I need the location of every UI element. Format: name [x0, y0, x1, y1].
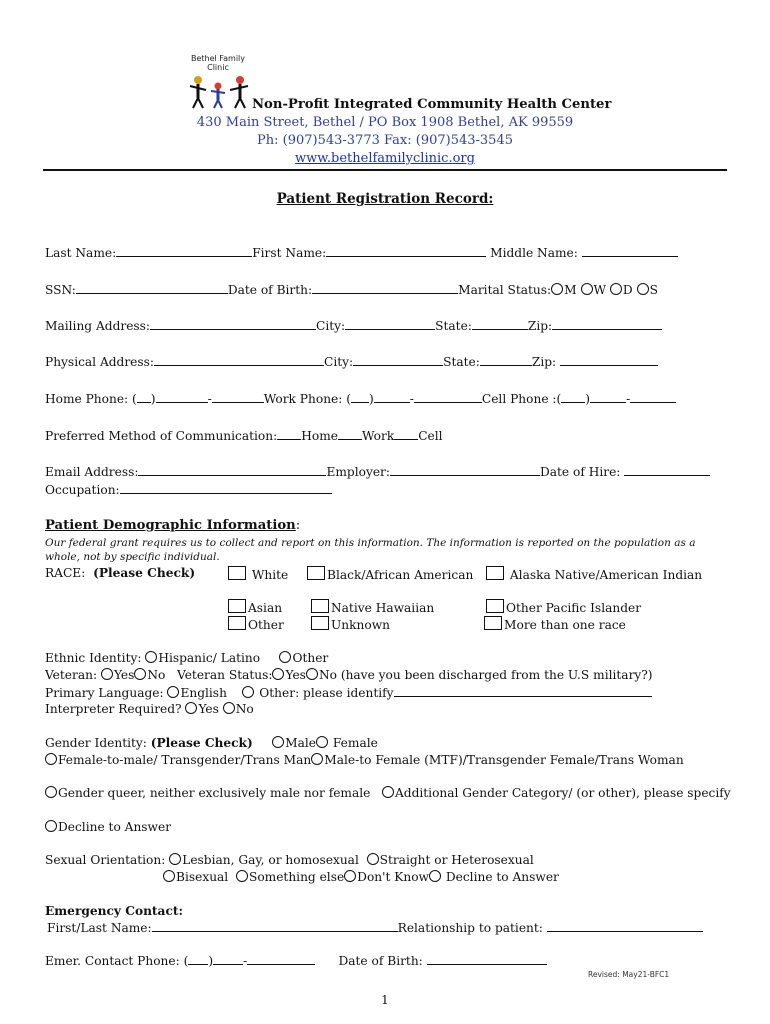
page-number: 1: [381, 993, 389, 1007]
gender-ftm-radio[interactable]: [45, 753, 57, 765]
orientation-row: Sexual Orientation: Lesbian, Gay, or homosexual Straight or Heterosexual: [45, 853, 534, 867]
phone-row: Home Phone: ( ) - Work Phone: ( ) - Cell Phone :( ) -: [45, 391, 676, 406]
interpreter-row: Interpreter Required? Yes No: [45, 702, 254, 716]
logo-text: Bethel Family Clinic: [190, 54, 246, 72]
ssn-row: SSN: Date of Birth: Marital Status: M W D S: [45, 283, 658, 297]
veteran-row: Veteran: Yes No Veteran Status: Yes No (have you been discharged from the U.S military?): [45, 668, 653, 682]
race-alaska-checkbox[interactable]: [486, 566, 504, 580]
physical-zip-field[interactable]: [560, 354, 658, 366]
emergency-name-row: First/Last Name: Relationship to patient:: [47, 920, 703, 935]
header-divider: [43, 169, 727, 171]
veteran-status-yes-radio[interactable]: [272, 668, 284, 680]
race-hawaiian: Native Hawaiian: [311, 599, 434, 615]
gender-decline-radio[interactable]: [45, 820, 57, 832]
home-phone-field-2[interactable]: [212, 391, 264, 403]
emergency-heading: Emergency Contact:: [45, 904, 184, 918]
race-alaska: Alaska Native/American Indian: [486, 566, 702, 582]
emergency-name-field[interactable]: [152, 920, 398, 932]
gender-additional-radio[interactable]: [382, 786, 394, 798]
cell-phone-field-2[interactable]: [630, 391, 676, 403]
race-white-checkbox[interactable]: [228, 566, 246, 580]
physical-row: Physical Address: City: State: Zip:: [45, 354, 658, 369]
gender-row: Gender Identity: (Please Check) Male Female: [45, 736, 378, 750]
race-label: RACE: (Please Check): [45, 566, 196, 580]
orientation-bisexual-radio[interactable]: [163, 870, 175, 882]
communication-row: Preferred Method of Communication: Home Work Cell: [45, 429, 443, 443]
org-phone: Ph: (907)543-3773 Fax: (907)543-3545: [257, 133, 513, 148]
ssn-field[interactable]: [76, 282, 228, 294]
orientation-row-2: Bisexual Something else Don't Know Decline to Answer: [163, 870, 559, 884]
race-asian: Asian: [228, 599, 282, 615]
cell-phone-field[interactable]: [590, 391, 626, 403]
home-area-code-field[interactable]: [137, 391, 151, 403]
marital-d-radio[interactable]: [610, 283, 622, 295]
marital-m-radio[interactable]: [551, 283, 563, 295]
occupation-row: Occupation:: [45, 482, 332, 497]
date-of-hire-field[interactable]: [624, 464, 710, 476]
middle-name-field[interactable]: [582, 245, 678, 257]
orientation-dont-know-radio[interactable]: [344, 870, 356, 882]
dob-field[interactable]: [312, 282, 458, 294]
occupation-field[interactable]: [120, 482, 332, 494]
revised-note: Revised: May21-BFC1: [588, 970, 670, 979]
veteran-no-radio[interactable]: [134, 668, 146, 680]
race-more: More than one race: [484, 616, 626, 632]
race-unknown-checkbox[interactable]: [311, 616, 329, 630]
orientation-straight-radio[interactable]: [367, 853, 379, 865]
demographics-note: Our federal grant requires us to collect and report on this information. The information is reported on the population as a whole, not by specific individual.: [45, 537, 696, 563]
gender-male-radio[interactable]: [272, 736, 284, 748]
name-row: Last Name: First Name: Middle Name:: [45, 245, 678, 260]
race-other-checkbox[interactable]: [228, 616, 246, 630]
physical-state-field[interactable]: [480, 354, 532, 366]
mailing-zip-field[interactable]: [552, 318, 662, 330]
comm-work-check[interactable]: [338, 428, 362, 440]
employer-field[interactable]: [390, 464, 540, 476]
gender-female-radio[interactable]: [316, 736, 328, 748]
work-phone-field[interactable]: [374, 391, 410, 403]
ethnic-other-radio[interactable]: [279, 651, 291, 663]
race-unknown: Unknown: [311, 616, 390, 632]
clinic-logo: [188, 46, 250, 108]
home-phone-field[interactable]: [156, 391, 208, 403]
gender-mtf-radio[interactable]: [311, 753, 323, 765]
orientation-lesbian-gay-radio[interactable]: [169, 853, 181, 865]
orientation-something-else-radio[interactable]: [236, 870, 248, 882]
language-english-radio[interactable]: [167, 686, 179, 698]
race-pacific: Other Pacific Islander: [486, 599, 641, 615]
mailing-state-field[interactable]: [472, 318, 528, 330]
physical-city-field[interactable]: [353, 354, 443, 366]
orientation-decline-radio[interactable]: [429, 870, 441, 882]
ethnic-hispanic-radio[interactable]: [145, 651, 157, 663]
interpreter-no-radio[interactable]: [223, 702, 235, 714]
org-name: Non-Profit Integrated Community Health Center: [252, 97, 612, 112]
race-hawaiian-checkbox[interactable]: [311, 599, 329, 613]
interpreter-yes-radio[interactable]: [185, 702, 197, 714]
marital-w-radio[interactable]: [581, 283, 593, 295]
work-phone-field-2[interactable]: [414, 391, 482, 403]
marital-s-radio[interactable]: [637, 283, 649, 295]
org-address: 430 Main Street, Bethel / PO Box 1908 Bethel, AK 99559: [196, 115, 574, 130]
physical-address-field[interactable]: [154, 354, 324, 366]
race-pacific-checkbox[interactable]: [486, 599, 504, 613]
veteran-yes-radio[interactable]: [101, 668, 113, 680]
race-white: White: [228, 566, 288, 582]
ethnic-row: Ethnic Identity: Hispanic/ Latino Other: [45, 651, 329, 665]
mailing-city-field[interactable]: [345, 318, 435, 330]
gender-queer-radio[interactable]: [45, 786, 57, 798]
emergency-phone-field-2[interactable]: [247, 953, 315, 965]
comm-home-check[interactable]: [277, 428, 301, 440]
demographics-heading: Patient Demographic Information:: [45, 518, 301, 533]
race-black: Black/African American: [307, 566, 473, 582]
email-row: Email Address: Employer: Date of Hire:: [45, 464, 710, 479]
language-other-radio[interactable]: [242, 686, 254, 698]
comm-cell-check[interactable]: [394, 428, 418, 440]
veteran-status-no-radio[interactable]: [306, 668, 318, 680]
cell-area-code-field[interactable]: [561, 391, 585, 403]
gender-decline-row: Decline to Answer: [45, 820, 171, 834]
first-name-field[interactable]: [326, 245, 486, 257]
language-other-field[interactable]: [394, 685, 652, 697]
emergency-phone-field[interactable]: [213, 953, 243, 965]
email-field[interactable]: [138, 464, 326, 476]
logo-figures-icon: [188, 74, 250, 114]
gender-queer-row: Gender queer, neither exclusively male nor female Additional Gender Category/ (or other), please specify: [45, 786, 731, 800]
language-row: Primary Language: English Other: please identify: [45, 685, 652, 700]
race-asian-checkbox[interactable]: [228, 599, 246, 613]
form-title: Patient Registration Record:: [276, 191, 494, 207]
work-area-code-field[interactable]: [351, 391, 369, 403]
emergency-dob-field[interactable]: [427, 953, 547, 965]
last-name-field[interactable]: [116, 245, 252, 257]
emergency-phone-row: Emer. Contact Phone: ( ) - Date of Birth:: [45, 953, 547, 968]
mailing-address-field[interactable]: [150, 318, 316, 330]
race-black-checkbox[interactable]: [307, 566, 325, 580]
race-other: Other: [228, 616, 284, 632]
website-link[interactable]: www.bethelfamilyclinic.org: [295, 151, 475, 166]
mailing-row: Mailing Address: City: State: Zip:: [45, 318, 662, 333]
emergency-area-code-field[interactable]: [188, 953, 208, 965]
emergency-relationship-field[interactable]: [547, 920, 703, 932]
race-more-checkbox[interactable]: [484, 616, 502, 630]
gender-trans-row: Female-to-male/ Transgender/Trans Man Male-to Female (MTF)/Transgender Female/Trans Woman: [45, 753, 684, 767]
